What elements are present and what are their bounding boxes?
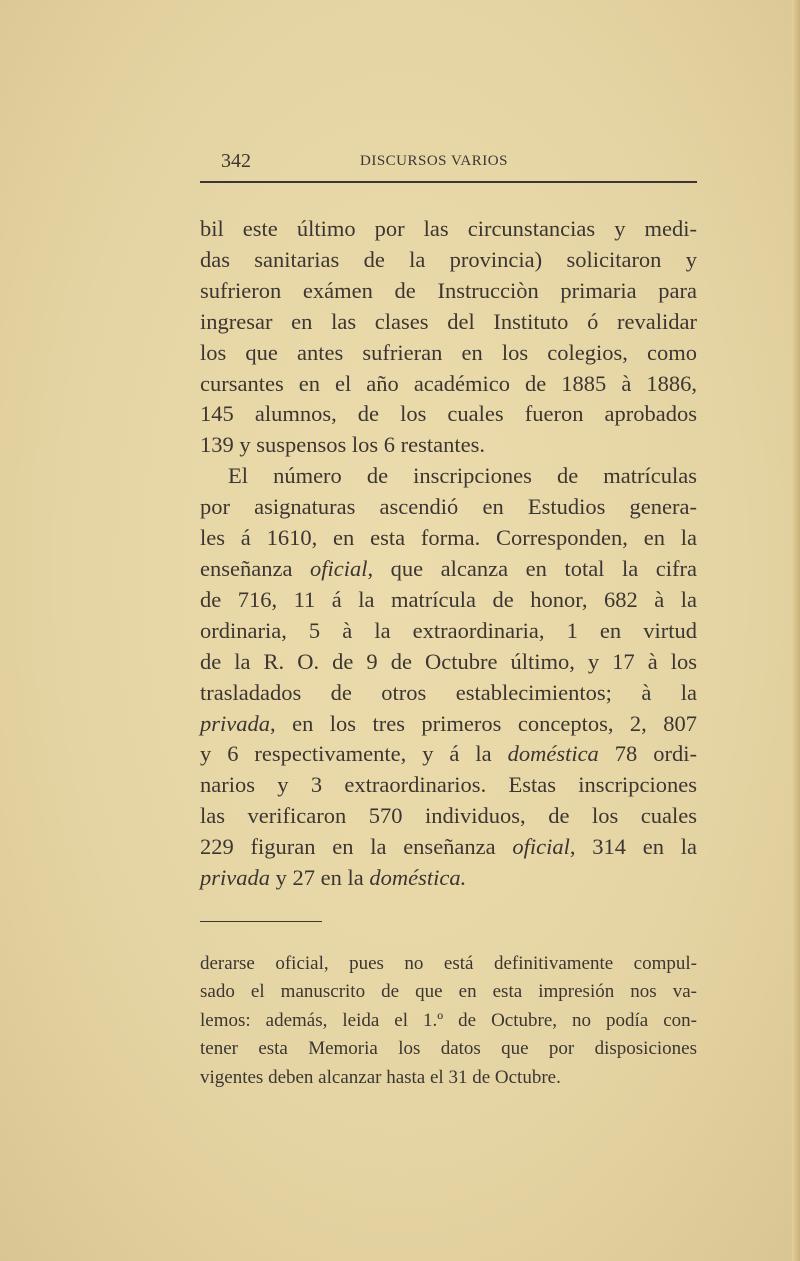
footnote-rule xyxy=(200,921,322,922)
text-segment: y 27 en la xyxy=(270,865,370,891)
text-segment: 145 alumnos, de los cuales fueron aprobados xyxy=(200,401,697,427)
text-line xyxy=(200,770,697,801)
italic-text: oficial xyxy=(512,834,570,860)
text-line xyxy=(200,801,697,832)
footnote-line: derarse oficial, pues no está definitivamente compul- xyxy=(200,953,697,974)
header-rule xyxy=(200,181,697,183)
text-segment: El número de inscripciones de matrículas xyxy=(228,463,697,489)
page-edge xyxy=(792,0,800,1261)
text-segment: 78 ordi- xyxy=(598,741,697,767)
text-segment: 229 figuran en la enseñanza xyxy=(200,834,513,860)
text-segment: narios y 3 extraordinarios. Estas inscripciones xyxy=(200,772,697,798)
text-line xyxy=(200,430,697,461)
text-line xyxy=(200,554,697,585)
text-line xyxy=(200,369,697,400)
text-line xyxy=(200,276,697,307)
footnote-line: lemos: además, leida el 1.º de Octubre, no podía con- xyxy=(200,1009,697,1031)
italic-text: privada xyxy=(200,710,270,736)
italic-text: doméstica. xyxy=(369,865,467,891)
footnote-line: sado el manuscrito de que en esta impresión nos va- xyxy=(200,981,697,1003)
text-segment: bil este último por las circunstancias y medi- xyxy=(200,216,697,241)
text-line xyxy=(200,245,697,276)
text-segment: sufrieron exámen de Instrucciòn primaria para xyxy=(200,277,697,303)
text-segment: las verificaron 570 individuos, de los cuales xyxy=(200,803,697,829)
text-line xyxy=(200,338,697,369)
text-segment: , 314 en la xyxy=(569,834,697,860)
text-segment: y 6 respectivamente, y á la xyxy=(200,741,508,767)
text-line xyxy=(200,647,697,678)
text-segment: de la R. O. de 9 de Octubre último, y 17 à los xyxy=(200,648,697,674)
text-segment: 139 y suspensos los 6 restantes. xyxy=(200,432,485,458)
running-title: DISCURSOS VARIOS xyxy=(360,153,508,169)
text-line xyxy=(200,709,697,740)
text-segment: enseñanza xyxy=(200,555,310,581)
text-segment: los que antes sufrieran en los colegios, como xyxy=(200,339,697,365)
text-segment: cursantes en el año académico de 1885 à 1886, xyxy=(200,370,697,396)
text-line xyxy=(200,492,697,523)
text-line xyxy=(200,461,697,492)
text-line xyxy=(200,678,697,709)
footnote-line: vigentes deben alcanzar hasta el 31 de Octubre. xyxy=(200,1066,561,1088)
text-segment: les á 1610, en esta forma. Corresponden, en la xyxy=(200,525,697,551)
text-segment: ingresar en las clases del Instituto ó revalidar xyxy=(200,308,697,334)
footnote xyxy=(200,950,697,1092)
text-line xyxy=(200,399,697,430)
text-line xyxy=(200,832,697,863)
text-line xyxy=(200,523,697,554)
text-line xyxy=(200,616,697,647)
text-segment: das sanitarias de la provincia) solicitaron y xyxy=(200,246,697,272)
italic-text: oficial xyxy=(309,555,368,581)
italic-text: privada xyxy=(200,865,270,891)
footnote-line: tener esta Memoria los datos que por disposiciones xyxy=(200,1038,697,1060)
text-segment: trasladados de otros establecimientos; à la xyxy=(200,679,697,705)
text-line xyxy=(200,214,697,245)
text-segment: de 716, 11 á la matrícula de honor, 682 à la xyxy=(200,586,697,612)
text-line xyxy=(200,585,697,616)
text-segment: ordinaria, 5 à la extraordinaria, 1 en virtud xyxy=(200,617,697,643)
text-line xyxy=(200,739,697,770)
page-number: 342 xyxy=(221,150,251,172)
text-segment: , en los tres primeros conceptos, 2, 807 xyxy=(270,710,697,736)
text-segment: , que alcanza en total la cifra xyxy=(367,555,697,581)
text-line xyxy=(200,307,697,338)
text-line xyxy=(200,863,697,894)
main-text xyxy=(200,214,697,894)
text-segment: por asignaturas ascendió en Estudios genera- xyxy=(200,494,697,520)
italic-text: doméstica xyxy=(507,741,599,767)
